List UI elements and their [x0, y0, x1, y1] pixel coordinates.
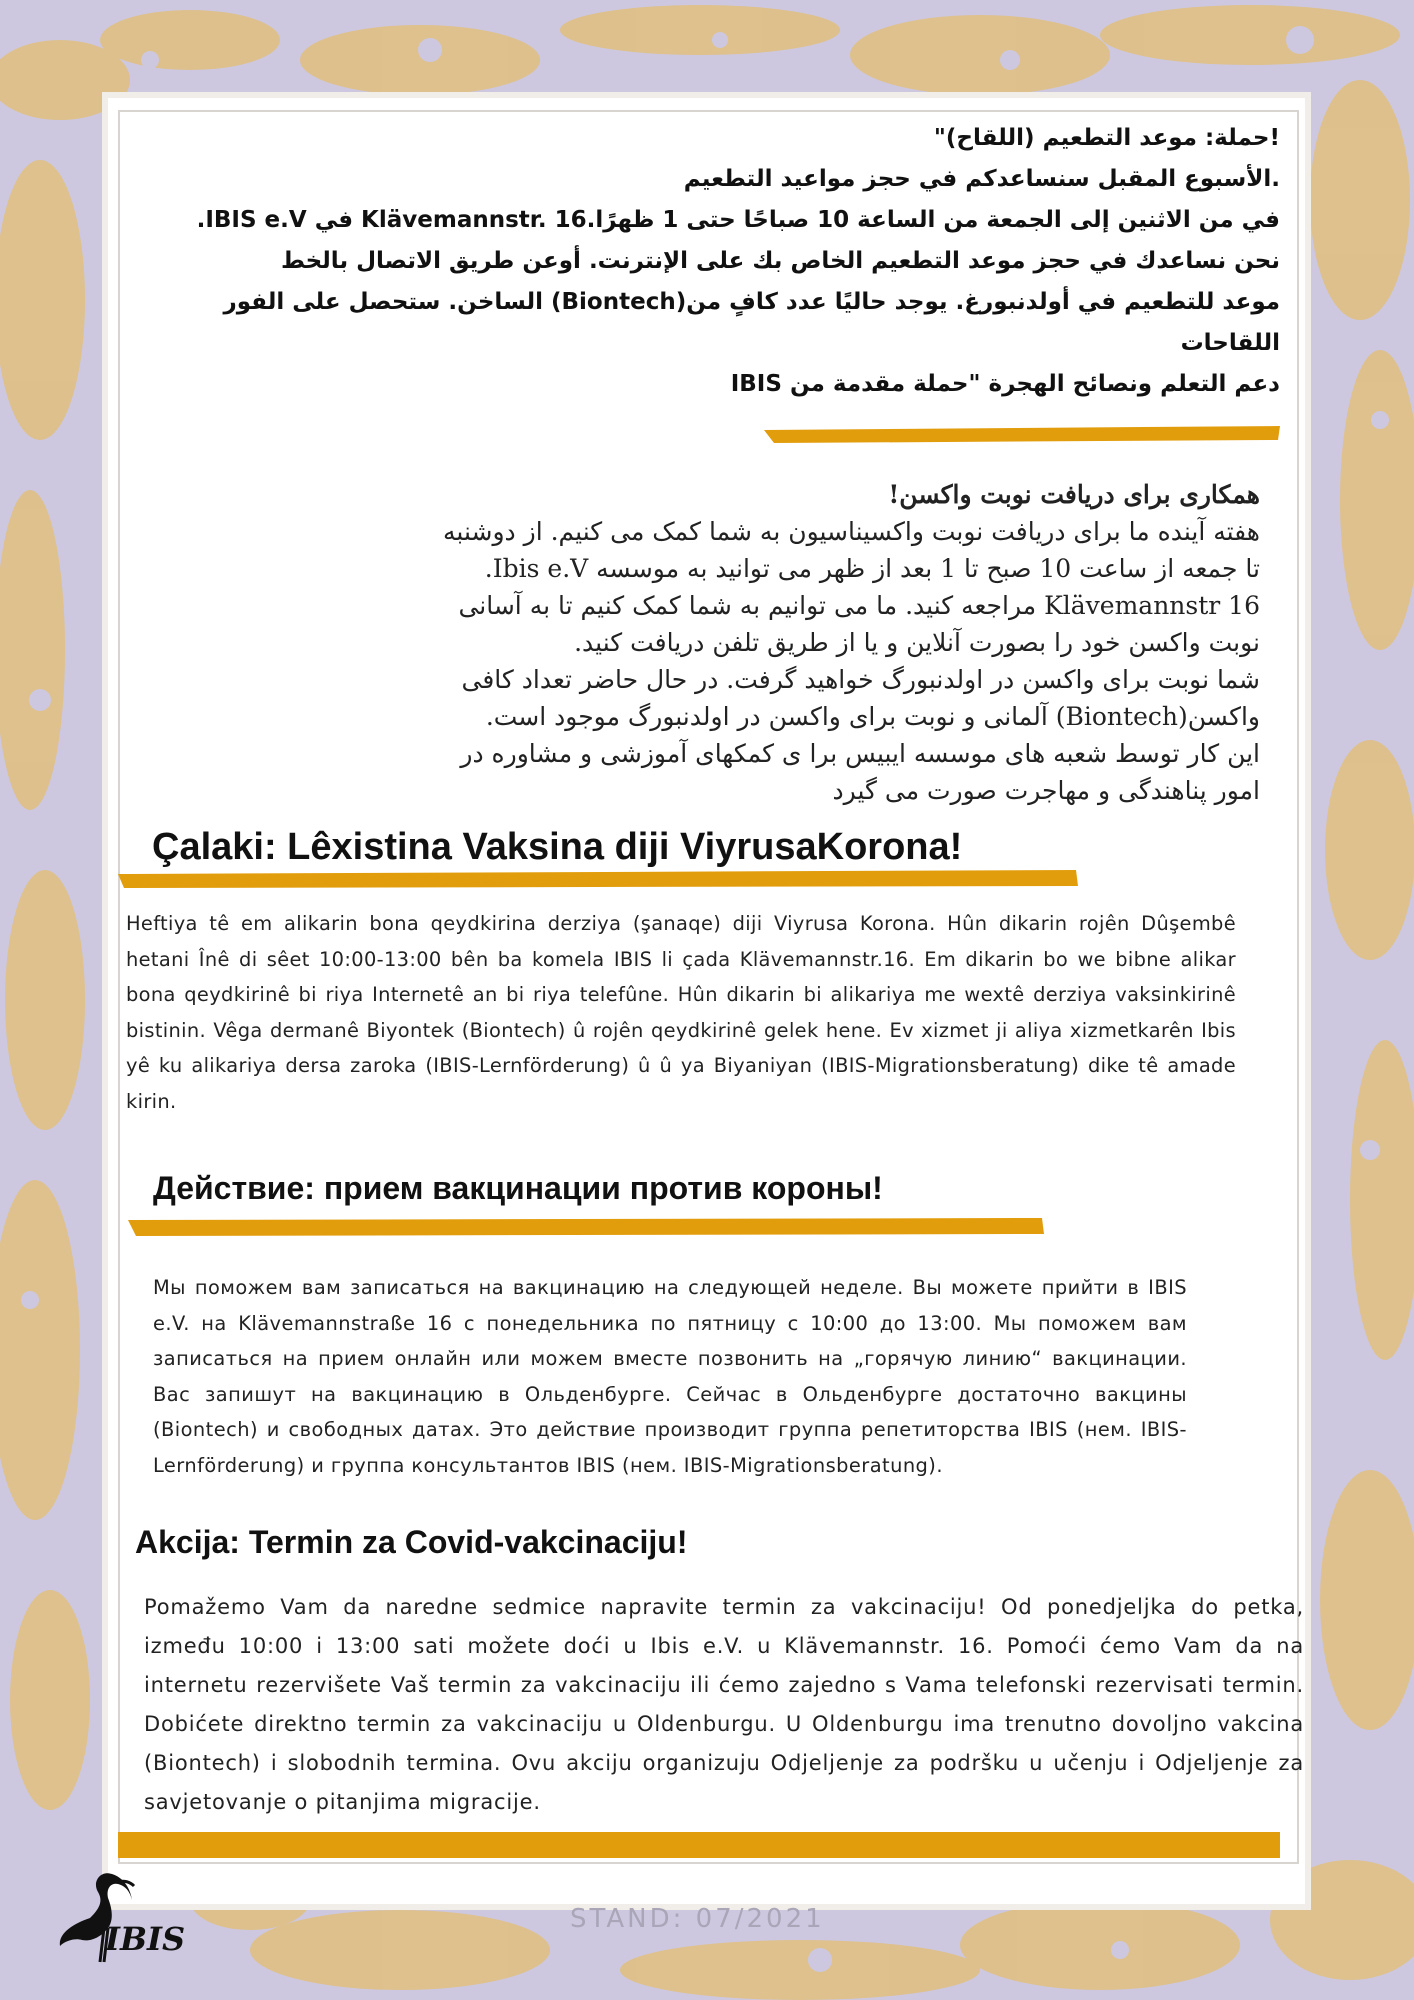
- stand-date: STAND: 07/2021: [570, 1904, 825, 1934]
- arabic-line: دعم التعلم ونصائح الهجرة "حملة مقدمة من IBIS: [730, 371, 1280, 397]
- persian-line: امور پناهندگی و مهاجرت صورت می گیرد: [832, 776, 1260, 805]
- arabic-line: في من الاثنين إلى الجمعة من الساعة 10 صباحًا حتى 1 ظهرًا.Klävemannstr. 16 في IBIS e.V.: [196, 207, 1280, 233]
- persian-line: تا جمعه از ساعت 10 صبح تا 1 بعد از ظهر می توانید به موسسه Ibis e.V.: [484, 554, 1260, 583]
- bosnian-body: Pomažemo Vam da naredne sedmice napravite termin za vakcinaciju! Od ponedjeljka do petka, između 10:00 i 13:00 sati možete doći u Ibis e.V. u Klävemannstr. 16. Pomoći ćemo Vam da na internetu rezervišete Vaš termin za vakcinaciju ili ćemo zajedno s Vama telefonski rezervisati termin. Dobićete direktno termin za vakcinaciju u Oldenburgu. U Oldenburgu ima trenutno dovoljno vakcina (Biontech) i slobodnih termina. Ovu akciju organizuju Odjeljenje za podršku u učenju i Odjeljenje za savjetovanje o pitanjima migracije.: [144, 1595, 1304, 1814]
- kurdish-body: Heftiya tê em alikarin bona qeydkirina derziya (şanaqe) diji Viyrusa Korona. Hûn dikarin rojên Dûşembê hetani Înê di sêet 10:00-13:00 bên ba komela IBIS li çada Klävemannstr.16. Em dikarin bo we bibne alikar bona qeydkirinê bi riya Internetê an bi riya telefûne. Hûn dikarin bi alikariya me wextê derziya vaksinkirinê bistinin. Vêga dermanê Biyontek (Biontech) û rojên qeydkirinê gelek hene. Ev xizmet ji aliya xizmetkarên Ibis yê ku alikariya dersa zaroka (IBIS-Lernförderung) û û ya Biyaniyan (IBIS-Migrationsberatung) dike tê amade kirin.: [126, 912, 1236, 1113]
- persian-line: Klävemannstr 16 مراجعه کنید. ما می توانیم به شما کمک کنیم تا به آسانی: [458, 591, 1260, 620]
- arabic-underline: [760, 424, 1286, 444]
- persian-line: واکسن(Biontech) آلمانی و نوبت برای واکسن در اولدنبورگ موجود است.: [485, 702, 1260, 731]
- persian-line: شما نوبت برای واکسن در اولدنبورگ خواهید گرفت. در حال حاضر تعداد کافی: [461, 665, 1260, 694]
- arabic-section: [150, 118, 1280, 405]
- persian-line: این کار توسط شعبه های موسسه ایبیس برا ی کمکهای آموزشی و مشاوره در: [460, 739, 1260, 768]
- persian-line: هفته آینده ما برای دریافت نوبت واکسیناسیون به شما کمک می کنیم. از دوشنبه: [443, 517, 1260, 546]
- kurdish-heading: Çalaki: Lêxistina Vaksina diji ViyrusaKorona!: [152, 826, 963, 868]
- russian-heading: Действие: прием вакцинации против короны!: [153, 1170, 883, 1206]
- arabic-line: موعد للتطعيم في أولدنبورغ. يوجد حاليًا عدد كافٍ من(Biontech) الساخن. ستحصل على الفور: [223, 289, 1280, 315]
- arabic-line: اللقاحات: [1180, 330, 1280, 356]
- russian-body: Мы поможем вам записаться на вакцинацию на следующей неделе. Вы можете прийти в IBIS e.V. на Klävemannstraße 16 с понедельника по пятницу с 10:00 до 13:00. Мы поможем вам записаться на прием онлайн или можем вместе позвонить на „горячую линию“ вакцинации. Вас запишут на вакцинацию в Ольденбурге. Сейчас в Ольденбурге достаточно вакцины (Biontech) и свободных датах. Это действие производит группа репетиторства IBIS (нем. IBIS-Lernförderung) и группа консультантов IBIS (нем. IBIS-Migrationsberatung).: [153, 1276, 1187, 1477]
- arabic-line: .الأسبوع المقبل سنساعدكم في حجز مواعيد التطعيم: [683, 166, 1280, 192]
- kurdish-heading-swash: [116, 866, 1082, 890]
- persian-section: [380, 476, 1260, 806]
- persian-title: همکاری برای دریافت نوبت واکسن!: [888, 480, 1260, 509]
- persian-line: نوبت واکسن خود را بصورت آنلاین و یا از طریق تلفن دریافت کنید.: [574, 628, 1260, 657]
- footer-bar: [118, 1832, 1280, 1858]
- bosnian-heading: Akcija: Termin za Covid-vakcinaciju!: [135, 1524, 688, 1560]
- russian-heading-swash: [126, 1214, 1046, 1238]
- ibis-logo-text: IBIS: [105, 1920, 186, 1958]
- arabic-line: !حملة: موعد التطعيم (اللقاح)": [933, 125, 1280, 151]
- arabic-line: نحن نساعدك في حجز موعد التطعيم الخاص بك على الإنترنت. أوعن طريق الاتصال بالخط: [280, 248, 1280, 274]
